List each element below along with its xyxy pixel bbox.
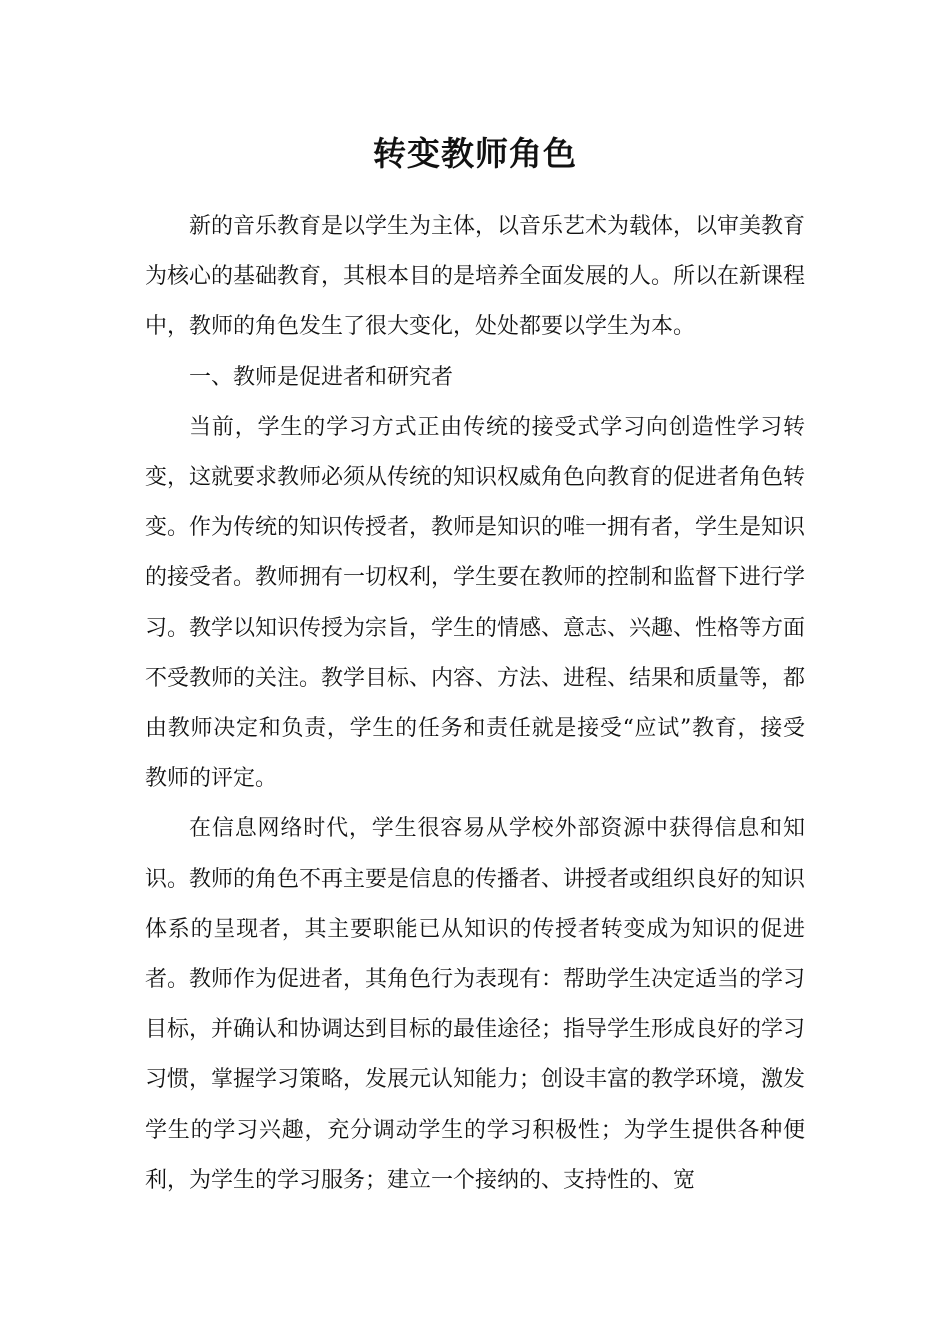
paragraph-information-age: 在信息网络时代，学生很容易从学校外部资源中获得信息和知识。教师的角色不再主要是信息的传播者、讲授者或组织良好的知识体系的呈现者，其主要职能已从知识的传授者转变成为知识的促进者。教师作为促进者，其角色行为表现有：帮助学生决定适当的学习目标，并确认和协调达到目标的最佳途径；指导学生形成良好的学习习惯，掌握学习策略，发展元认知能力；创设丰富的教学环境，激发学生的学习兴趣，充分调动学生的学习积极性；为学生提供各种便利，为学生的学习服务；建立一个接纳的、支持性的、宽 xyxy=(145,816,806,1193)
paragraph-intro: 新的音乐教育是以学生为主体，以音乐艺术为载体，以审美教育为核心的基础教育，其根本目的是培养全面发展的人。所以在新课程中，教师的角色发生了很大变化，处处都要以学生为本。 xyxy=(145,214,806,340)
section-heading: 一、教师是促进者和研究者 xyxy=(189,364,454,390)
paragraph-role-shift: 当前，学生的学习方式正由传统的接受式学习向创造性学习转变，这就要求教师必须从传统的知识权威角色向教育的促进者角色转变。作为传统的知识传授者，教师是知识的唯一拥有者，学生是知识的接受者。教师拥有一切权利，学生要在教师的控制和监督下进行学习。教学以知识传授为宗旨，学生的情感、意志、兴趣、性格等方面不受教师的关注。教学目标、内容、方法、进程、结果和质量等，都由教师决定和负责，学生的任务和责任就是接受“应试”教育，接受教师的评定。 xyxy=(145,414,806,792)
document-body xyxy=(145,202,805,1206)
document-title: 转变教师角色 xyxy=(373,134,577,173)
